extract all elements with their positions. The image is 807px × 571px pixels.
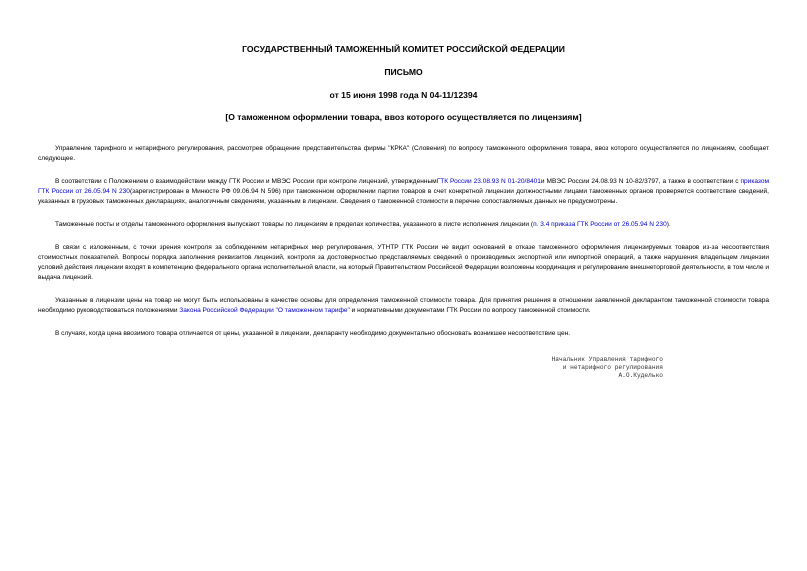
document-date-number: от 15 июня 1998 года N 04-11/12394 <box>329 90 478 100</box>
link-order-230-clause-3-4[interactable]: п. 3.4 приказа ГТК России от 26.05.94 N 230 <box>533 221 667 228</box>
paragraph-6 <box>38 329 769 339</box>
signature-name: А.О.Куделько <box>618 372 663 379</box>
paragraph-2-text-3: (зарегистрирован в Минюсте РФ 09.06.94 N 596) при таможенном оформлении партии товаров в счет конкретной лицензии должностными лицами таможенных органов проверяется соответствие сведений, указанных в грузовых таможенных декларациях, аналогичным сведениям, указанным в лицензии. Сведения о таможенной стоимости в перечне сопоставляемых данных не предусмотрены. <box>38 188 769 205</box>
paragraph-3 <box>38 220 769 230</box>
link-order-230[interactable]: приказом ГТК России от 26.05.94 N 230 <box>38 178 769 195</box>
link-gtk-regulation-1993[interactable]: ГТК России 23.08.93 N 01-20/8401 <box>436 178 541 185</box>
paragraph-5-text-2: и нормативными документами ГТК России по вопросу таможенной стоимости. <box>349 307 591 314</box>
paragraph-2 <box>38 177 769 207</box>
paragraph-2-text-1: В соответствии с Положением о взаимодействии между ГТК России и МВЭС России при контроле лицензий, утвержденным <box>55 178 437 185</box>
paragraph-5 <box>38 296 769 316</box>
signature-block <box>500 356 663 380</box>
document-type-heading: ПИСЬМО <box>384 67 423 77</box>
paragraph-1-text: Управление тарифного и нетарифного регулирования, рассмотрев обращение представительства фирмы "КРКА" (Словения) по вопросу таможенного оформления товара, ввоз которого осуществляется по лицензиям, сообщает следующее. <box>38 145 769 162</box>
document-subject: [О таможенном оформлении товара, ввоз которого осуществляется по лицензиям] <box>225 112 582 122</box>
paragraph-3-text-1: Таможенные посты и отделы таможенного оформления выпускают товары по лицензиям в пределах количества, указанного в листе исполнения лицензии ( <box>55 221 534 228</box>
paragraph-5-text-1: Указанные в лицензии цены на товар не могут быть использованы в качестве основы для определения таможенной стоимости товара. Для принятия решения в отношении заявленной декларантом таможенной стоимости товара необходимо руководствоваться положениями <box>38 297 769 314</box>
paragraph-4 <box>38 243 769 283</box>
paragraph-6-text: В случаях, когда цена ввозимого товара отличается от цены, указанной в лицензии, декларанту необходимо документально обосновать возникшее несоответствие цен. <box>55 330 571 337</box>
signature-position-line-1: Начальник Управления тарифного <box>551 356 663 363</box>
document-page <box>38 44 769 379</box>
paragraph-3-text-2: ). <box>666 221 671 228</box>
issuer-heading: ГОСУДАРСТВЕННЫЙ ТАМОЖЕННЫЙ КОМИТЕТ РОССИЙСКОЙ ФЕДЕРАЦИИ <box>242 44 565 54</box>
paragraph-2-text-2: и МВЭС России 24.08.93 N 10-82/3797, а также в соответствии с <box>540 178 741 185</box>
signature-position-line-2: и нетарифного регулирования <box>562 364 663 371</box>
link-customs-tariff-law[interactable]: Закона Российской Федерации "О таможенном тарифе" <box>179 307 350 314</box>
document-body <box>38 144 769 339</box>
paragraph-1 <box>38 144 769 164</box>
paragraph-4-text: В связи с изложенным, с точки зрения контроля за соблюдением нетарифных мер регулирования, УТНТР ГТК России не видит оснований в отказе таможенного оформления лицензируемых товаров из-за несоответствия стоимостных показателей. Вопросы порядка заполнения реквизитов лицензий, контроля за достоверностью представляемых сведений о производимых экспортной или импортной операций, а также нарушения владельцем лицензии условий действия лицензии входят в компетенцию федерального органа исполнительной власти, на который Правительством Российской Федерации возложены координация и регулирование внешнеторговой деятельности, в том числе и выдача лицензий. <box>38 244 769 281</box>
